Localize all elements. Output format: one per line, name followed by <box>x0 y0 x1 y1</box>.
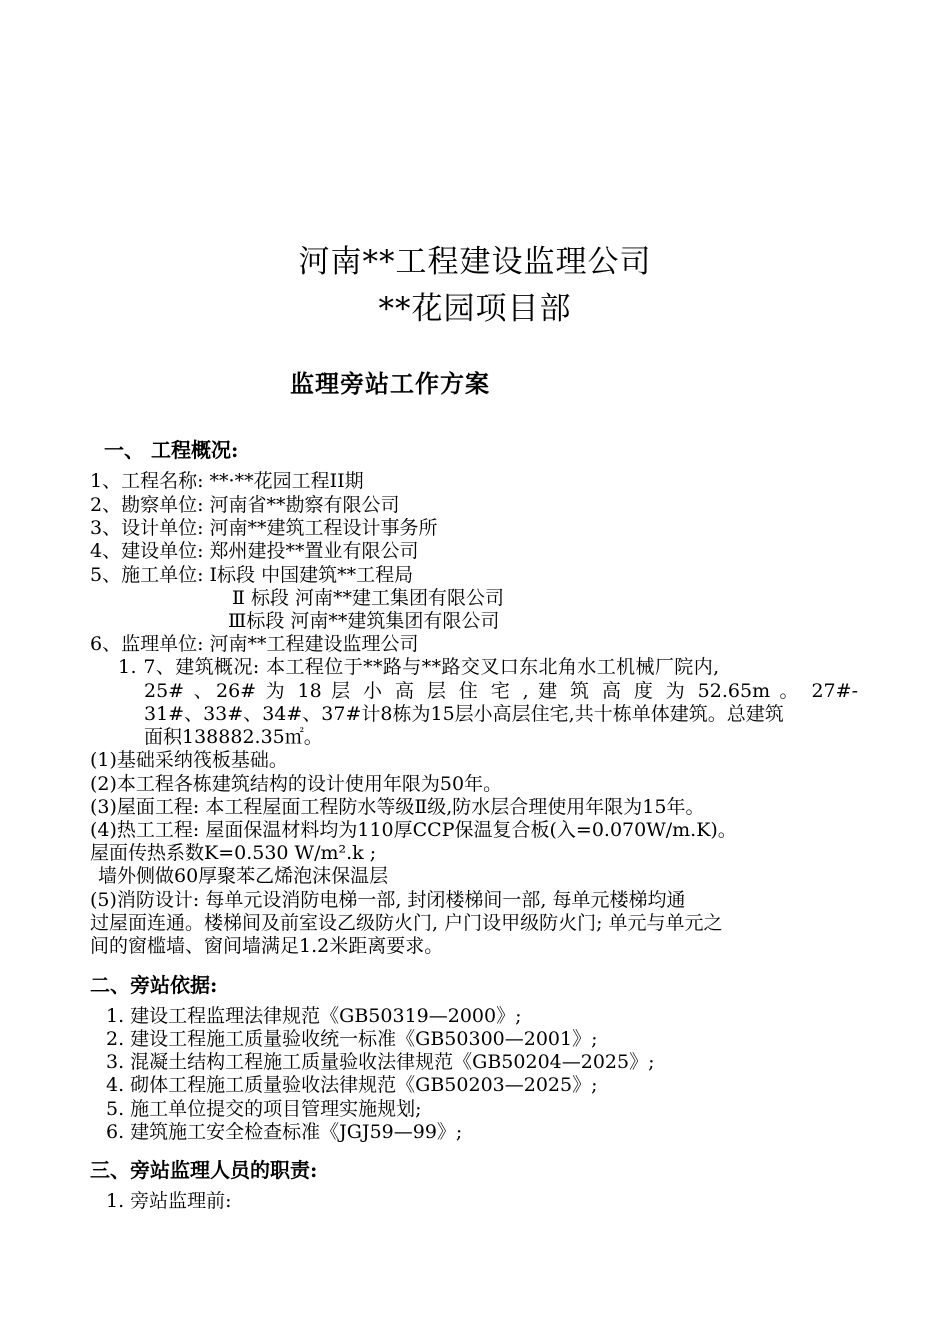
detail-line: 间的窗槛墙、窗间墙满足1.2米距离要求。 <box>90 935 444 957</box>
section-2-heading: 二、旁站依据: <box>90 973 218 997</box>
duty-item: 1. 旁站监理前: <box>106 1190 232 1212</box>
info-item: 1、工程名称: **·**花园工程II期 <box>90 470 364 492</box>
section-1-heading: 一、 工程概况: <box>104 438 239 462</box>
info-item: 3、设计单位: 河南**建筑工程设计事务所 <box>90 517 438 539</box>
section-3-heading: 三、旁站监理人员的职责: <box>90 1158 318 1182</box>
detail-line: (1)基础采纳筏板基础。 <box>90 749 288 771</box>
basis-item: 1. 建设工程监理法律规范《GB50319—2000》; <box>106 1005 522 1027</box>
detail-line: (5)消防设计: 每单元设消防电梯一部, 封闭楼梯间一部, 每单元楼梯均通 <box>90 889 686 911</box>
basis-item: 3. 混凝土结构工程施工质量验收法律规范《GB50204—2025》; <box>106 1051 655 1073</box>
overview-line: 面积138882.35㎡。 <box>144 726 323 748</box>
detail-line: 过屋面连通。楼梯间及前室设乙级防火门, 户门设甲级防火门; 单元与单元之 <box>90 912 723 934</box>
detail-line: (4)热工工程: 屋面保温材料均为110厚CCP保温复合板(入=0.070W/m.K)。 <box>90 819 737 841</box>
basis-item: 2. 建设工程施工质量验收统一标准《GB50300—2001》; <box>106 1028 598 1050</box>
overview-line: 25# 、26# 为 18 层 小 高 层 住 宅 , 建 筑 高 度 为 52.65m 。 27#- <box>144 680 858 702</box>
detail-line: 墙外侧做60厚聚苯乙烯泡沫保温层 <box>98 865 389 887</box>
project-dept-title: **花园项目部 <box>378 291 572 327</box>
overview-line: 1. 7、建筑概况: 本工程位于**路与**路交叉口东北角水工机械厂院内, <box>118 656 720 678</box>
overview-line: 31#、33#、34#、37#计8栋为15层小高层住宅,共十栋单体建筑。总建筑 <box>144 703 784 725</box>
basis-item: 4. 砌体工程施工质量验收法律规范《GB50203—2025》; <box>106 1074 598 1096</box>
detail-line: (3)屋面工程: 本工程屋面工程防水等级Ⅱ级,防水层合理使用年限为15年。 <box>90 796 705 818</box>
info-item: 4、建设单位: 郑州建投**置业有限公司 <box>90 540 419 562</box>
document-title: 监理旁站工作方案 <box>290 369 490 398</box>
info-item: 6、监理单位: 河南**工程建设监理公司 <box>90 633 419 655</box>
detail-line: (2)本工程各栋建筑结构的设计使用年限为50年。 <box>90 773 503 795</box>
info-item: Ⅲ标段 河南**建筑集团有限公司 <box>228 610 500 632</box>
company-title: 河南**工程建设监理公司 <box>298 244 652 280</box>
basis-item: 6. 建筑施工安全检查标准《JGJ59—99》; <box>106 1121 463 1143</box>
basis-item: 5. 施工单位提交的项目管理实施规划; <box>106 1098 422 1120</box>
info-item: Ⅱ 标段 河南**建工集团有限公司 <box>232 587 504 609</box>
detail-line: 屋面传热系数K=0.530 W/m².k ; <box>90 842 377 864</box>
info-item: 5、施工单位: Ⅰ标段 中国建筑**工程局 <box>90 564 414 586</box>
info-item: 2、勘察单位: 河南省**勘察有限公司 <box>90 494 400 516</box>
